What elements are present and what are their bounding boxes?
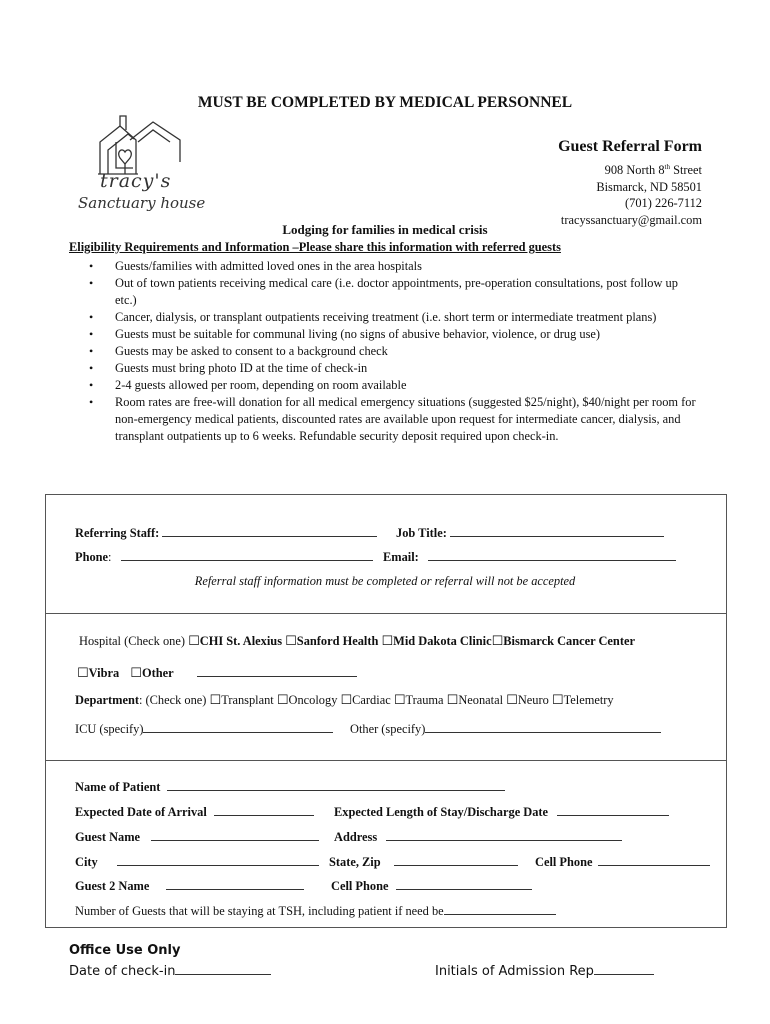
option-sanford: Sanford Health (296, 634, 379, 648)
email-label: Email: (383, 550, 419, 564)
num-guests-field[interactable] (444, 902, 556, 915)
requirements-list (70, 258, 700, 445)
state-zip-field[interactable] (394, 853, 518, 866)
option-neuro: Neuro (517, 693, 549, 707)
phone-row: Phone: (75, 548, 373, 565)
icu-row (75, 720, 333, 737)
option-bismarck: Bismarck Cancer Center (503, 634, 635, 648)
icu-label: ICU (specify) (75, 722, 144, 736)
option-transplant: Transplant (221, 693, 274, 707)
checkin-field[interactable] (175, 962, 271, 975)
logo (78, 112, 208, 222)
job-title-label: Job Title: (396, 526, 447, 540)
logo-text-line2: Sanctuary house (78, 194, 206, 212)
address-city: Bismarck, ND 58501 (596, 179, 702, 194)
length-label: Expected Length of Stay/Discharge Date (334, 805, 549, 819)
list-item: • Guests may be asked to consent to a background check (70, 343, 700, 360)
list-item: • Room rates are free-will donation for all medical emergency situations (suggested $25/night), $40/night per room for non-emergency medical patients, discounted rates are available upon request for intermediate cancer, dialysis, and transplant outpatients up to 6 weeks. Refundable security deposit required upon check-in. (70, 394, 700, 445)
hospital-row-2 (77, 664, 357, 681)
other-dept-label: Other (specify) (350, 722, 426, 736)
initials-row (435, 962, 654, 979)
other-dept-field[interactable] (425, 720, 661, 733)
checkin-row (69, 962, 271, 979)
list-item: • 2-4 guests allowed per room, depending on room available (70, 377, 700, 394)
checkin-label: Date of check-in (69, 964, 176, 979)
eligibility-heading: Eligibility Requirements and Information –Please share this information with referred guests (69, 240, 561, 254)
length-field[interactable] (557, 803, 669, 816)
patient-name-label: Name of Patient (75, 780, 161, 794)
list-item: • Guests/families with admitted loved ones in the area hospitals (70, 258, 700, 275)
list-item: • Out of town patients receiving medical care (i.e. doctor appointments, pre-operation consultations, post follow up etc.) (70, 275, 700, 309)
option-telemetry: Telemetry (563, 693, 614, 707)
phone-field[interactable] (121, 548, 373, 561)
state-zip-label: State, Zip (329, 855, 381, 869)
department-label: Department (75, 693, 139, 707)
option-other: Other (141, 666, 174, 680)
checkbox-trauma[interactable]: ☐ (393, 693, 406, 708)
list-item: • Cancer, dialysis, or transplant outpatients receiving treatment (i.e. short term or intermediate treatment plans) (70, 309, 700, 326)
initials-label: Initials of Admission Rep (435, 964, 594, 979)
initials-field[interactable] (594, 962, 654, 975)
checkbox-sanford[interactable]: ☐ (285, 634, 297, 649)
patient-name-field[interactable] (167, 778, 505, 791)
other-hospital-field[interactable] (197, 664, 357, 677)
num-guests-label: Number of Guests that will be staying at TSH, including patient if need be (75, 904, 444, 918)
job-title-field[interactable] (450, 524, 664, 537)
guest-name-label: Guest Name (75, 830, 141, 844)
contact-email: tracyssanctuary@gmail.com (560, 212, 702, 227)
guest2-field[interactable] (166, 877, 304, 890)
department-row: Department: (Check one) ☐Transplant ☐Oncology ☐Cardiac ☐Trauma ☐Neonatal ☐Neuro ☐Telemetry (75, 693, 614, 708)
cell-phone-field[interactable] (598, 853, 710, 866)
guest-name-row (75, 828, 319, 845)
option-vibra: Vibra (88, 666, 120, 680)
contact-phone: (701) 226-7112 (625, 196, 702, 211)
city-label: City (75, 855, 98, 869)
option-neonatal: Neonatal (458, 693, 504, 707)
num-guests-row (75, 902, 556, 919)
other-dept-row (350, 720, 661, 737)
form-title: Guest Referral Form (558, 138, 702, 155)
state-zip-row (329, 853, 518, 870)
arrival-row (75, 803, 314, 820)
guest2-row (75, 877, 304, 894)
subtitle: Lodging for families in medical crisis (282, 222, 488, 237)
email-row (383, 548, 676, 565)
referring-staff-row (75, 524, 377, 541)
checkbox-neuro[interactable]: ☐ (506, 693, 518, 708)
address-street: 908 North 8th Street (604, 163, 702, 178)
phone-label: Phone (75, 550, 109, 564)
list-item: • Guests must be suitable for communal living (no signs of abusive behavior, violence, or drug use) (70, 326, 700, 343)
referring-staff-label: Referring Staff: (75, 526, 160, 540)
job-title-row (396, 524, 664, 541)
checkbox-cardiac[interactable]: ☐ (340, 693, 353, 708)
cell-phone2-row (331, 877, 532, 894)
option-chi: CHI St. Alexius (199, 634, 283, 648)
address-row (334, 828, 622, 845)
logo-text-line1: tracy's (100, 170, 172, 192)
city-field[interactable] (117, 853, 319, 866)
hospital-label: Hospital (79, 634, 121, 648)
city-row (75, 853, 319, 870)
icu-field[interactable] (143, 720, 333, 733)
email-field[interactable] (428, 548, 676, 561)
checkbox-bismarck[interactable]: ☐ (491, 634, 504, 649)
address-field[interactable] (386, 828, 622, 841)
option-mid-dakota: Mid Dakota Clinic (393, 634, 492, 648)
checkbox-neonatal[interactable]: ☐ (446, 693, 459, 708)
cell-phone2-field[interactable] (396, 877, 532, 890)
option-oncology: Oncology (288, 693, 338, 707)
cell-phone-label: Cell Phone (535, 855, 593, 869)
staff-note: Referral staff information must be completed or referral will not be accepted (194, 574, 576, 588)
office-use-title: Office Use Only (69, 943, 181, 958)
cell-phone2-label: Cell Phone (331, 879, 389, 893)
arrival-field[interactable] (214, 803, 314, 816)
hospital-row: Hospital (Check one) ☐CHI St. Alexius ☐Sanford Health ☐Mid Dakota Clinic☐Bismarck Cancer Center (79, 634, 635, 649)
length-row (334, 803, 669, 820)
checkbox-telemetry[interactable]: ☐ (551, 693, 564, 708)
checkbox-vibra[interactable]: ☐ (77, 666, 89, 681)
option-cardiac: Cardiac (352, 693, 391, 707)
cell-phone-row (535, 853, 710, 870)
list-item: • Guests must bring photo ID at the time of check-in (70, 360, 700, 377)
referring-staff-field[interactable] (162, 524, 377, 537)
checkbox-oncology[interactable]: ☐ (276, 693, 289, 708)
page-heading: MUST BE COMPLETED BY MEDICAL PERSONNEL (197, 94, 573, 111)
section-divider (46, 613, 726, 614)
contact-block (558, 137, 702, 228)
checkbox-other[interactable]: ☐ (130, 666, 142, 681)
patient-name-row (75, 778, 505, 795)
option-trauma: Trauma (405, 693, 444, 707)
checkbox-chi[interactable]: ☐ (188, 634, 200, 649)
checkbox-mid-dakota[interactable]: ☐ (381, 634, 394, 649)
arrival-label: Expected Date of Arrival (75, 805, 207, 819)
guest-name-field[interactable] (151, 828, 319, 841)
section-divider (46, 760, 726, 761)
guest2-label: Guest 2 Name (75, 879, 150, 893)
address-label: Address (334, 830, 378, 844)
checkbox-transplant[interactable]: ☐ (209, 693, 222, 708)
